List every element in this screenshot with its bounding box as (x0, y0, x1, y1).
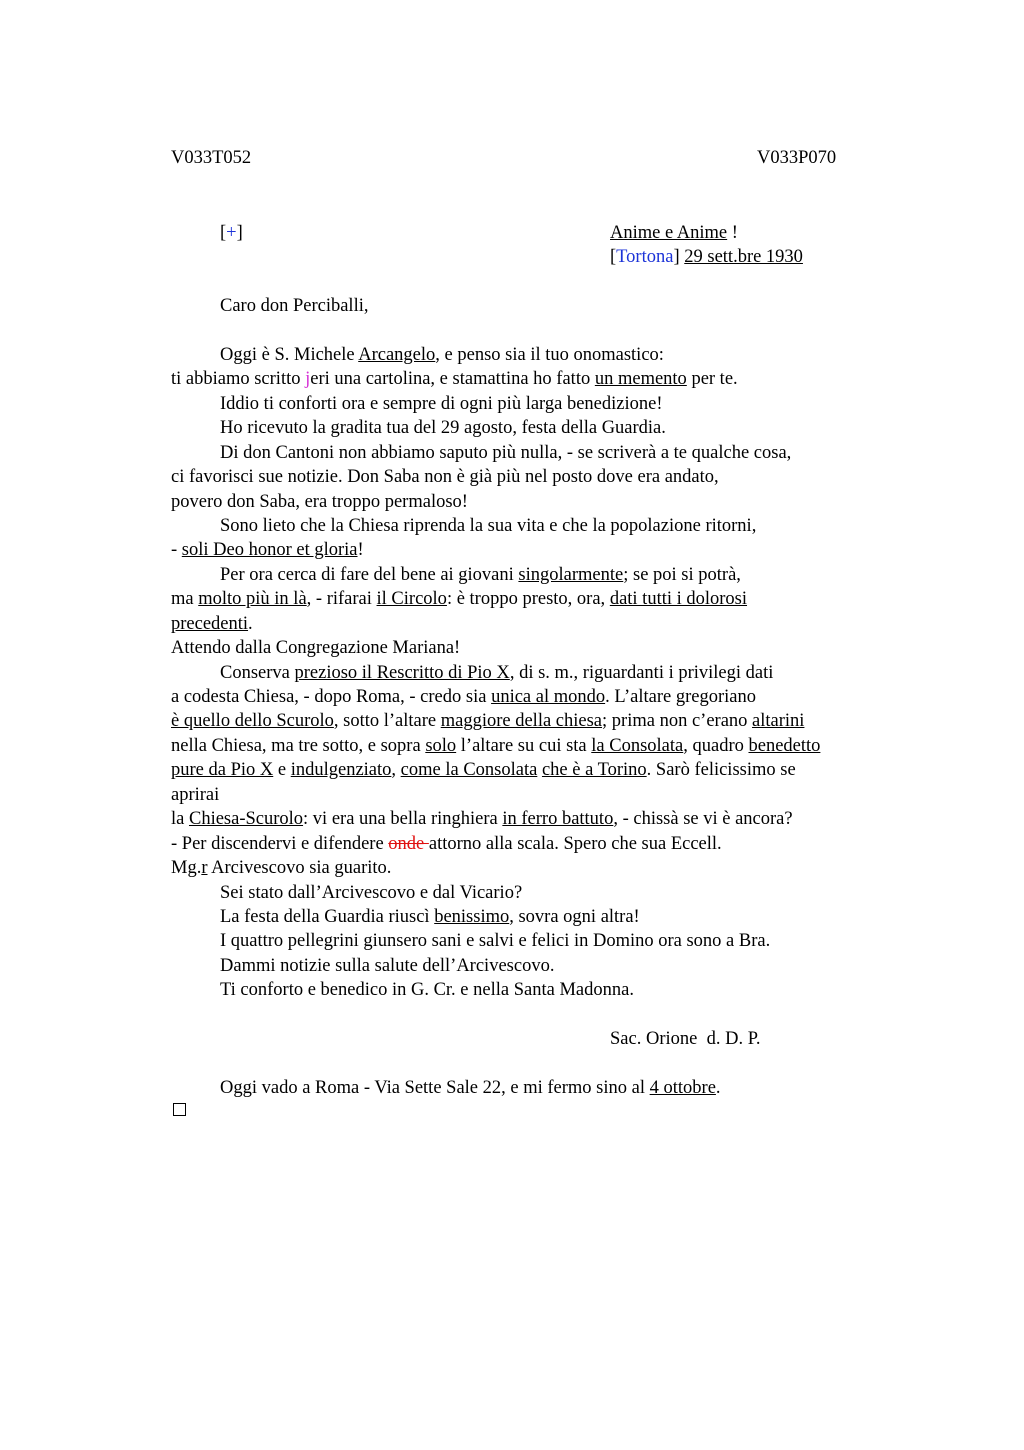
body-line: è quello dello Scurolo, sotto l’altare maggiore della chiesa; prima non c’erano altarini (171, 711, 805, 731)
body-line: - soli Deo honor et gloria! (171, 540, 364, 560)
letter-date: 29 sett.bre 1930 (684, 247, 803, 267)
body-line: Mg.r Arcivescovo sia guarito. (171, 858, 392, 878)
body-line: a codesta Chiesa, - dopo Roma, - credo sia unica al mondo. L’altare gregoriano (171, 687, 756, 707)
place-name: Tortona (616, 247, 674, 267)
end-square-icon (173, 1103, 186, 1116)
signature: Sac. Orione d. D. P. (610, 1029, 761, 1049)
struck-word: onde (388, 834, 429, 854)
body-line: la Chiesa-Scurolo: vi era una bella ringhiera in ferro battuto, - chissà se vi è ancora? (171, 809, 793, 829)
body-line: Attendo dalla Congregazione Mariana! (171, 638, 461, 658)
doc-code-right: V033P070 (757, 148, 837, 168)
body-line: ti abbiamo scritto jeri una cartolina, e stamattina ho fatto un memento per te. (171, 369, 738, 389)
body-line: ci favorisci sue notizie. Don Saba non è già più nel posto dove era andato, (171, 467, 719, 487)
body-line: Oggi è S. Michele Arcangelo, e penso sia il tuo onomastico: (220, 345, 664, 365)
body-line: Sei stato dall’Arcivescovo e dal Vicario? (220, 883, 523, 903)
body-line: Ho ricevuto la gradita tua del 29 agosto, festa della Guardia. (220, 418, 666, 438)
postscript: Oggi vado a Roma - Via Sette Sale 22, e mi fermo sino al 4 ottobre. (220, 1078, 721, 1098)
letter-title: Anime e Anime ! (610, 223, 738, 243)
body-line: pure da Pio X e indulgenziato, come la Consolata che è a Torino. Sarò felicissimo se (171, 760, 796, 780)
body-line: precedenti. (171, 614, 253, 634)
body-line: Dammi notizie sulla salute dell’Arcivescovo. (220, 956, 555, 976)
body-line: - Per discendervi e difendere onde attorno alla scala. Spero che sua Eccell. (171, 834, 722, 854)
body-line: La festa della Guardia riuscì benissimo, sovra ogni altra! (220, 907, 640, 927)
letter-place-date: [Tortona] 29 sett.bre 1930 (610, 247, 803, 267)
body-line: Conserva prezioso il Rescritto di Pio X, di s. m., riguardanti i privilegi dati (220, 663, 774, 683)
body-line: ma molto più in là, - rifarai il Circolo: è troppo presto, ora, dati tutti i dolorosi (171, 589, 748, 609)
body-line: Iddio ti conforti ora e sempre di ogni più larga benedizione! (220, 394, 663, 414)
body-line: povero don Saba, era troppo permaloso! (171, 492, 468, 512)
doc-code-left: V033T052 (171, 148, 252, 168)
body-line: Sono lieto che la Chiesa riprenda la sua vita e che la popolazione ritorni, (220, 516, 757, 536)
body-line: I quattro pellegrini giunsero sani e salvi e felici in Domino ora sono a Bra. (220, 931, 771, 951)
body-line: aprirai (171, 785, 220, 805)
body-line: Di don Cantoni non abbiamo saputo più nulla, - se scriverà a te qualche cosa, (220, 443, 792, 463)
cross-mark: [+] (220, 223, 243, 243)
body-line: Per ora cerca di fare del bene ai giovani singolarmente; se poi si potrà, (220, 565, 741, 585)
body-line: Ti conforto e benedico in G. Cr. e nella Santa Madonna. (220, 980, 634, 1000)
salutation: Caro don Perciballi, (220, 296, 369, 316)
body-line: nella Chiesa, ma tre sotto, e sopra solo l’altare su cui sta la Consolata, quadro benedetto (171, 736, 821, 756)
